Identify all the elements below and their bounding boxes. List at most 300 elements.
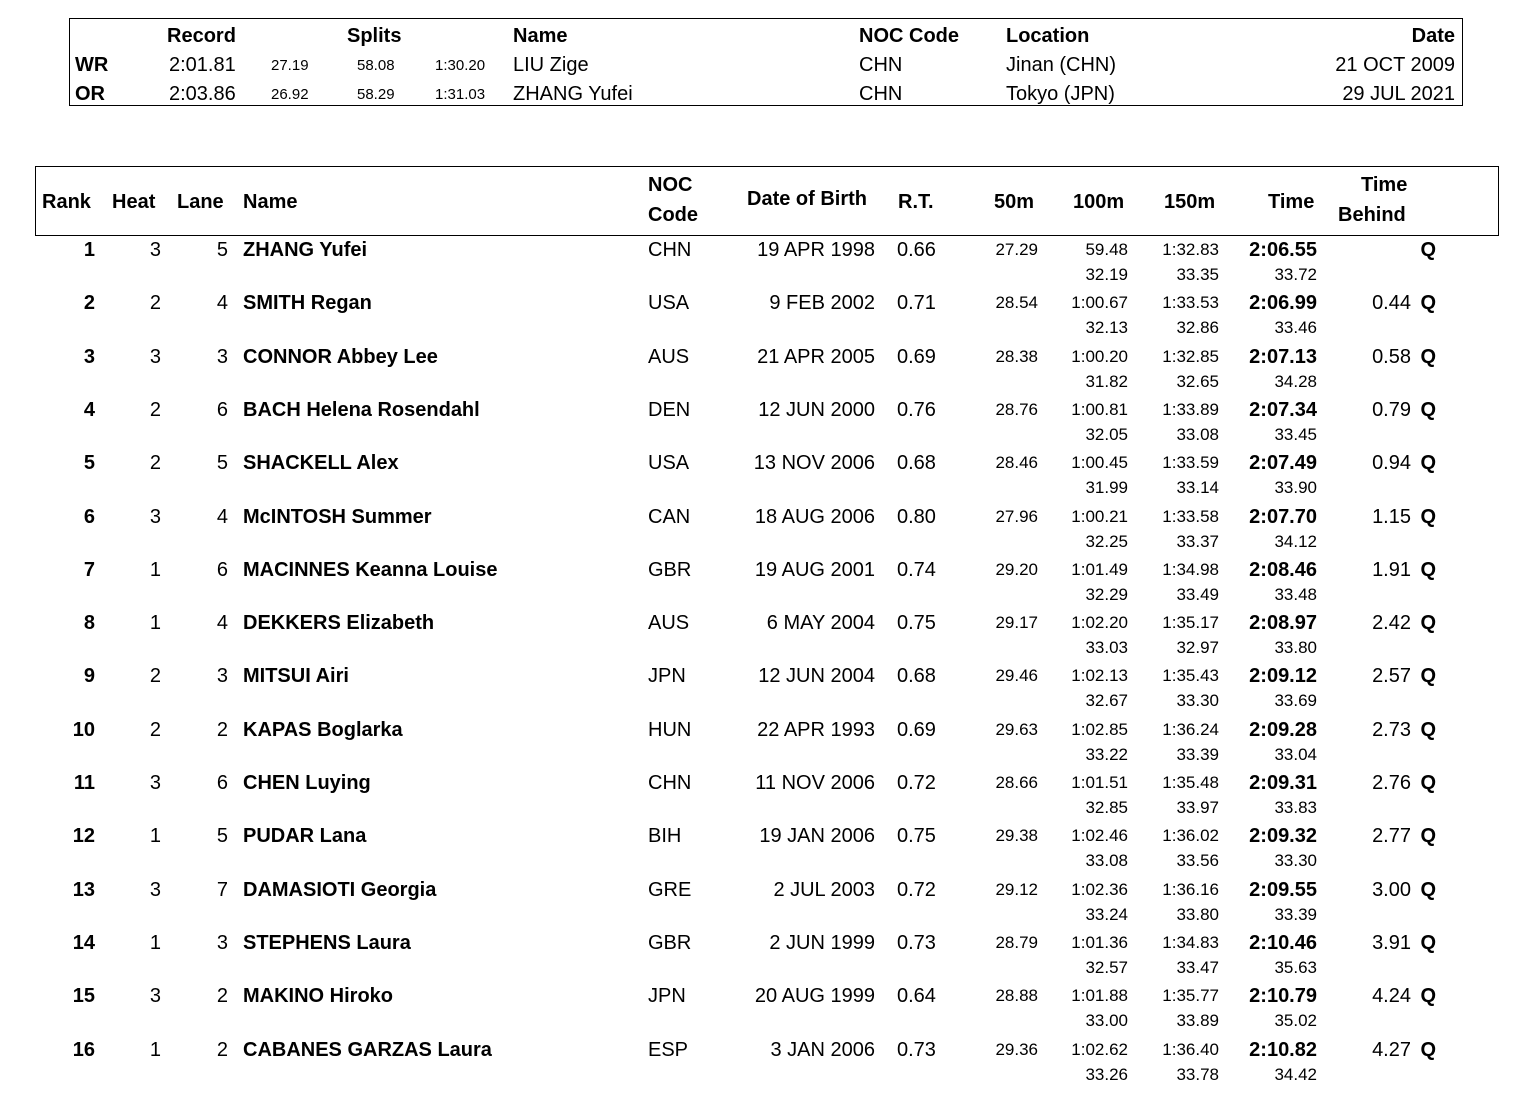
lap-split-100m: 33.24	[1085, 904, 1128, 924]
lap-split-150m: 33.39	[1176, 744, 1219, 764]
split-100m: 1:02.62	[1071, 1039, 1128, 1059]
records-table	[69, 18, 1463, 106]
date-of-birth: 18 AUG 2006	[754, 505, 875, 528]
reaction-time: 0.71	[897, 292, 936, 315]
lap-split-100m: 32.19	[1085, 265, 1128, 284]
record-split-150: 1:31.03	[435, 86, 486, 103]
date-of-birth: 2 JUL 2003	[773, 878, 875, 901]
header-noc-line1: NOC	[648, 174, 693, 196]
qualified-mark: Q	[1420, 505, 1436, 528]
lap-split-final: 33.69	[1274, 691, 1317, 711]
header-time: Time	[1268, 191, 1315, 213]
header-rank: Rank	[42, 191, 91, 213]
results-header	[35, 166, 1499, 236]
header-name: Name	[243, 191, 298, 213]
lap-split-final: 34.12	[1274, 531, 1317, 551]
heat: 1	[149, 558, 161, 581]
result-row	[0, 240, 1523, 293]
time-behind: 4.24	[1372, 985, 1411, 1008]
split-50m: 27.29	[995, 240, 1038, 259]
split-50m: 28.66	[995, 773, 1038, 792]
lap-split-150m: 32.97	[1176, 638, 1219, 658]
split-50m: 28.88	[995, 986, 1038, 1006]
rank: 3	[83, 345, 95, 368]
split-150m: 1:33.58	[1162, 506, 1219, 526]
final-time: 2:06.55	[1249, 239, 1317, 261]
qualified-mark: Q	[1420, 398, 1436, 421]
qualified-mark: Q	[1420, 825, 1436, 848]
lap-split-final: 34.28	[1274, 371, 1317, 391]
split-100m: 1:01.49	[1071, 559, 1128, 579]
record-split-100: 58.29	[357, 86, 395, 103]
lap-split-final: 34.42	[1274, 1064, 1317, 1084]
rank: 4	[83, 398, 95, 421]
reaction-time: 0.75	[897, 612, 936, 635]
rank: 11	[73, 772, 95, 794]
split-100m: 1:02.20	[1071, 613, 1128, 633]
athlete-name: PUDAR Lana	[243, 825, 367, 848]
heat: 1	[149, 612, 161, 635]
time-behind: 1.91	[1372, 558, 1411, 581]
lap-split-100m: 33.08	[1085, 851, 1128, 871]
rank: 2	[83, 292, 95, 315]
reaction-time: 0.69	[897, 345, 936, 368]
lane: 4	[216, 292, 228, 315]
date-of-birth: 22 APR 1993	[757, 718, 875, 741]
result-row	[0, 880, 1523, 933]
final-time: 2:08.97	[1249, 612, 1317, 635]
split-150m: 1:35.17	[1162, 613, 1219, 633]
date-of-birth: 13 NOV 2006	[753, 452, 875, 475]
lane: 5	[216, 239, 228, 261]
record-time: 2:01.81	[169, 54, 236, 76]
heat: 3	[149, 772, 161, 794]
rank: 1	[83, 239, 95, 261]
result-row	[0, 666, 1523, 719]
split-150m: 1:36.02	[1162, 826, 1219, 846]
split-150m: 1:35.48	[1162, 773, 1219, 792]
lap-split-final: 33.72	[1274, 265, 1317, 284]
heat: 2	[149, 452, 161, 475]
lap-split-final: 33.48	[1274, 584, 1317, 604]
noc-code: CAN	[648, 505, 691, 528]
date-of-birth: 6 MAY 2004	[766, 612, 875, 635]
lap-split-150m: 33.35	[1176, 265, 1219, 284]
header-50m: 50m	[994, 191, 1035, 213]
split-50m: 29.20	[995, 559, 1038, 579]
athlete-name: CONNOR Abbey Lee	[243, 345, 438, 368]
record-noc: CHN	[859, 54, 903, 76]
athlete-name: SMITH Regan	[243, 292, 372, 315]
noc-code: CHN	[648, 239, 692, 261]
noc-code: DEN	[648, 398, 691, 421]
lap-split-150m: 33.08	[1176, 424, 1219, 444]
split-150m: 1:33.59	[1162, 453, 1219, 473]
split-150m: 1:34.83	[1162, 932, 1219, 952]
date-of-birth: 11 NOV 2006	[755, 772, 875, 794]
athlete-name: ZHANG Yufei	[243, 239, 368, 261]
date-of-birth: 19 AUG 2001	[754, 558, 875, 581]
time-behind: 0.44	[1372, 292, 1411, 315]
noc-code: GBR	[648, 931, 692, 954]
lap-split-100m: 33.26	[1085, 1064, 1128, 1084]
athlete-name: MAKINO Hiroko	[243, 985, 393, 1008]
noc-code: ESP	[648, 1038, 689, 1061]
lap-split-final: 33.39	[1274, 904, 1317, 924]
record-split-100: 58.08	[357, 57, 395, 74]
record-location: Jinan (CHN)	[1006, 54, 1117, 76]
lap-split-100m: 33.22	[1085, 744, 1128, 764]
header-dob: Date of Birth	[747, 188, 867, 210]
heat: 2	[149, 292, 161, 315]
lap-split-100m: 33.03	[1085, 638, 1128, 658]
header-rt: R.T.	[898, 191, 934, 213]
result-row	[0, 400, 1523, 453]
heat: 1	[149, 1038, 161, 1061]
lap-split-100m: 33.00	[1085, 1011, 1128, 1031]
noc-code: AUS	[648, 345, 690, 368]
final-time: 2:07.70	[1249, 505, 1317, 528]
reaction-time: 0.68	[897, 452, 936, 475]
split-100m: 1:01.51	[1071, 773, 1128, 792]
lap-split-150m: 33.89	[1176, 1011, 1219, 1031]
reaction-time: 0.72	[897, 878, 936, 901]
final-time: 2:09.31	[1249, 772, 1317, 794]
heat: 3	[149, 505, 161, 528]
reaction-time: 0.80	[897, 505, 936, 528]
split-150m: 1:34.98	[1162, 559, 1219, 579]
split-50m: 29.38	[995, 826, 1038, 846]
split-50m: 29.17	[995, 613, 1038, 633]
split-150m: 1:35.43	[1162, 666, 1219, 686]
rank: 15	[72, 985, 95, 1008]
lap-split-100m: 32.29	[1085, 584, 1128, 604]
record-location: Tokyo (JPN)	[1006, 83, 1115, 105]
split-100m: 1:02.13	[1071, 666, 1128, 686]
split-100m: 1:02.85	[1071, 719, 1128, 739]
final-time: 2:07.34	[1249, 398, 1317, 421]
lap-split-150m: 33.47	[1176, 957, 1219, 977]
records-header-splits: Splits	[347, 25, 402, 47]
result-row	[0, 560, 1523, 613]
records-header-name: Name	[513, 25, 568, 47]
rank: 6	[83, 505, 95, 528]
split-50m: 28.54	[995, 293, 1038, 313]
lane: 6	[216, 398, 228, 421]
result-row	[0, 507, 1523, 560]
split-150m: 1:33.53	[1162, 293, 1219, 313]
qualified-mark: Q	[1420, 878, 1436, 901]
lap-split-100m: 32.85	[1085, 798, 1128, 817]
result-row	[0, 826, 1523, 879]
qualified-mark: Q	[1420, 665, 1436, 688]
noc-code: HUN	[648, 718, 692, 741]
time-behind: 1.15	[1372, 505, 1411, 528]
athlete-name: CHEN Luying	[243, 772, 371, 794]
records-header-location: Location	[1006, 25, 1090, 47]
final-time: 2:09.32	[1249, 825, 1317, 848]
qualified-mark: Q	[1420, 985, 1436, 1008]
split-150m: 1:36.40	[1162, 1039, 1219, 1059]
lane: 3	[216, 345, 228, 368]
lap-split-150m: 33.80	[1176, 904, 1219, 924]
lane: 6	[216, 772, 228, 794]
lap-split-150m: 33.14	[1176, 478, 1219, 498]
lane: 7	[216, 878, 228, 901]
lap-split-150m: 33.30	[1176, 691, 1219, 711]
lane: 4	[216, 612, 228, 635]
qualified-mark: Q	[1420, 292, 1436, 315]
final-time: 2:09.55	[1249, 878, 1317, 901]
header-behind-line2: Behind	[1338, 204, 1406, 226]
lap-split-150m: 32.86	[1176, 318, 1219, 338]
heat: 1	[149, 931, 161, 954]
lap-split-final: 35.63	[1274, 957, 1317, 977]
rank: 9	[83, 665, 95, 688]
lap-split-100m: 31.82	[1085, 371, 1128, 391]
time-behind: 3.00	[1372, 878, 1411, 901]
records-header-record: Record	[167, 25, 236, 47]
noc-code: GRE	[648, 878, 692, 901]
final-time: 2:08.46	[1249, 558, 1317, 581]
split-150m: 1:32.85	[1162, 346, 1219, 366]
time-behind: 3.91	[1372, 931, 1411, 954]
lap-split-final: 35.02	[1274, 1011, 1317, 1031]
result-row	[0, 453, 1523, 506]
time-behind: 2.73	[1372, 718, 1411, 741]
lap-split-150m: 33.97	[1176, 798, 1219, 817]
split-100m: 1:00.20	[1071, 346, 1128, 366]
result-row	[0, 613, 1523, 666]
date-of-birth: 12 JUN 2000	[758, 398, 875, 421]
lane: 5	[216, 452, 228, 475]
rank: 10	[72, 718, 95, 741]
qualified-mark: Q	[1420, 558, 1436, 581]
split-100m: 59.48	[1085, 240, 1128, 259]
athlete-name: SHACKELL Alex	[243, 452, 399, 475]
rank: 13	[72, 878, 95, 901]
lap-split-final: 33.90	[1274, 478, 1317, 498]
noc-code: JPN	[648, 665, 686, 688]
final-time: 2:09.12	[1249, 665, 1317, 688]
split-50m: 27.96	[995, 506, 1038, 526]
final-time: 2:09.28	[1249, 718, 1317, 741]
heat: 2	[149, 398, 161, 421]
athlete-name: DEKKERS Elizabeth	[243, 612, 435, 635]
date-of-birth: 3 JAN 2006	[770, 1038, 875, 1061]
qualified-mark: Q	[1420, 1038, 1436, 1061]
rank: 14	[72, 931, 95, 954]
split-100m: 1:00.81	[1071, 399, 1128, 419]
header-100m: 100m	[1073, 191, 1125, 213]
heat: 3	[149, 345, 161, 368]
record-name: LIU Zige	[513, 54, 589, 76]
heat: 3	[149, 985, 161, 1008]
split-150m: 1:32.83	[1162, 240, 1219, 259]
record-split-150: 1:30.20	[435, 57, 486, 74]
lap-split-final: 33.83	[1274, 798, 1317, 817]
time-behind: 4.27	[1372, 1038, 1411, 1061]
time-behind: 0.79	[1372, 398, 1411, 421]
athlete-name: KAPAS Boglarka	[243, 718, 403, 741]
result-row	[0, 293, 1523, 346]
lane: 5	[216, 825, 228, 848]
lap-split-150m: 33.56	[1176, 851, 1219, 871]
noc-code: GBR	[648, 558, 692, 581]
heat: 3	[149, 878, 161, 901]
lap-split-final: 33.04	[1274, 744, 1317, 764]
lap-split-150m: 32.65	[1176, 371, 1219, 391]
heat: 3	[149, 239, 161, 261]
athlete-name: CABANES GARZAS Laura	[243, 1038, 492, 1061]
split-50m: 29.12	[995, 879, 1038, 899]
reaction-time: 0.68	[897, 665, 936, 688]
record-noc: CHN	[859, 83, 903, 105]
split-150m: 1:33.89	[1162, 399, 1219, 419]
result-row	[0, 773, 1523, 826]
split-50m: 29.63	[995, 719, 1038, 739]
split-100m: 1:02.36	[1071, 879, 1128, 899]
date-of-birth: 12 JUN 2004	[758, 665, 875, 688]
final-time: 2:07.49	[1249, 452, 1317, 475]
split-50m: 28.79	[995, 932, 1038, 952]
noc-code: BIH	[648, 825, 682, 848]
lap-split-100m: 32.57	[1085, 957, 1128, 977]
lap-split-100m: 32.67	[1085, 691, 1128, 711]
records-header-noc: NOC Code	[859, 25, 959, 47]
reaction-time: 0.73	[897, 1038, 936, 1061]
final-time: 2:06.99	[1249, 292, 1317, 315]
lap-split-100m: 32.25	[1085, 531, 1128, 551]
final-time: 2:10.46	[1249, 931, 1317, 954]
athlete-name: MACINNES Keanna Louise	[243, 558, 498, 581]
time-behind: 2.42	[1372, 612, 1411, 635]
rank: 12	[72, 825, 95, 848]
rank: 7	[83, 558, 95, 581]
date-of-birth: 2 JUN 1999	[769, 931, 875, 954]
noc-code: JPN	[648, 985, 686, 1008]
split-150m: 1:36.16	[1162, 879, 1219, 899]
date-of-birth: 21 APR 2005	[757, 345, 875, 368]
lane: 2	[216, 1038, 228, 1061]
reaction-time: 0.74	[897, 558, 936, 581]
header-heat: Heat	[112, 191, 156, 213]
date-of-birth: 19 JAN 2006	[759, 825, 875, 848]
rank: 16	[72, 1038, 95, 1061]
reaction-time: 0.73	[897, 931, 936, 954]
result-row	[0, 720, 1523, 773]
header-behind-line1: Time	[1361, 174, 1408, 196]
athlete-name: MITSUI Airi	[243, 665, 349, 688]
lap-split-final: 33.46	[1274, 318, 1317, 338]
reaction-time: 0.76	[897, 398, 936, 421]
split-150m: 1:36.24	[1162, 719, 1219, 739]
record-time: 2:03.86	[169, 83, 236, 105]
result-row	[0, 986, 1523, 1039]
reaction-time: 0.66	[897, 239, 936, 261]
split-50m: 29.36	[995, 1039, 1038, 1059]
split-50m: 28.38	[995, 346, 1038, 366]
time-behind: 2.57	[1372, 665, 1411, 688]
qualified-mark: Q	[1420, 612, 1436, 635]
lane: 2	[216, 718, 228, 741]
split-50m: 28.46	[995, 453, 1038, 473]
lane: 4	[216, 505, 228, 528]
record-split-50: 26.92	[271, 86, 309, 103]
result-row	[0, 1040, 1523, 1093]
split-50m: 28.76	[995, 399, 1038, 419]
reaction-time: 0.72	[897, 772, 936, 794]
split-50m: 29.46	[995, 666, 1038, 686]
split-100m: 1:01.36	[1071, 932, 1128, 952]
date-of-birth: 9 FEB 2002	[769, 292, 875, 315]
lap-split-150m: 33.78	[1176, 1064, 1219, 1084]
qualified-mark: Q	[1420, 239, 1436, 261]
athlete-name: STEPHENS Laura	[243, 931, 411, 954]
qualified-mark: Q	[1420, 452, 1436, 475]
rank: 8	[83, 612, 95, 635]
lane: 3	[216, 665, 228, 688]
record-name: ZHANG Yufei	[513, 83, 633, 105]
lap-split-final: 33.45	[1274, 424, 1317, 444]
records-header-date: Date	[1411, 25, 1455, 47]
split-100m: 1:00.67	[1071, 293, 1128, 313]
lap-split-100m: 32.05	[1085, 424, 1128, 444]
lap-split-final: 33.80	[1274, 638, 1317, 658]
lap-split-100m: 32.13	[1085, 318, 1128, 338]
noc-code: USA	[648, 452, 690, 475]
reaction-time: 0.64	[897, 985, 936, 1008]
lane: 6	[216, 558, 228, 581]
record-type: OR	[75, 83, 105, 105]
date-of-birth: 20 AUG 1999	[754, 985, 875, 1008]
lane: 2	[216, 985, 228, 1008]
result-row	[0, 933, 1523, 986]
rank: 5	[83, 452, 95, 475]
record-date: 21 OCT 2009	[1335, 54, 1455, 76]
result-row	[0, 347, 1523, 400]
final-time: 2:10.82	[1249, 1038, 1317, 1061]
time-behind: 0.94	[1372, 452, 1411, 475]
lane: 3	[216, 931, 228, 954]
record-type: WR	[75, 54, 109, 76]
final-time: 2:07.13	[1249, 345, 1317, 368]
record-date: 29 JUL 2021	[1342, 83, 1455, 105]
noc-code: CHN	[648, 772, 692, 794]
time-behind: 2.76	[1372, 772, 1411, 794]
noc-code: USA	[648, 292, 690, 315]
reaction-time: 0.69	[897, 718, 936, 741]
record-split-50: 27.19	[271, 57, 309, 74]
qualified-mark: Q	[1420, 345, 1436, 368]
header-lane: Lane	[177, 191, 224, 213]
date-of-birth: 19 APR 1998	[757, 239, 875, 261]
lap-split-100m: 31.99	[1085, 478, 1128, 498]
split-100m: 1:00.21	[1071, 506, 1128, 526]
heat: 2	[149, 665, 161, 688]
athlete-name: BACH Helena Rosendahl	[243, 398, 480, 421]
header-noc-line2: Code	[648, 204, 698, 226]
header-150m: 150m	[1164, 191, 1216, 213]
split-100m: 1:01.88	[1071, 986, 1128, 1006]
lap-split-150m: 33.49	[1176, 584, 1219, 604]
split-150m: 1:35.77	[1162, 986, 1219, 1006]
time-behind: 2.77	[1372, 825, 1411, 848]
heat: 2	[149, 718, 161, 741]
split-100m: 1:02.46	[1071, 826, 1128, 846]
lap-split-150m: 33.37	[1176, 531, 1219, 551]
split-100m: 1:00.45	[1071, 453, 1128, 473]
